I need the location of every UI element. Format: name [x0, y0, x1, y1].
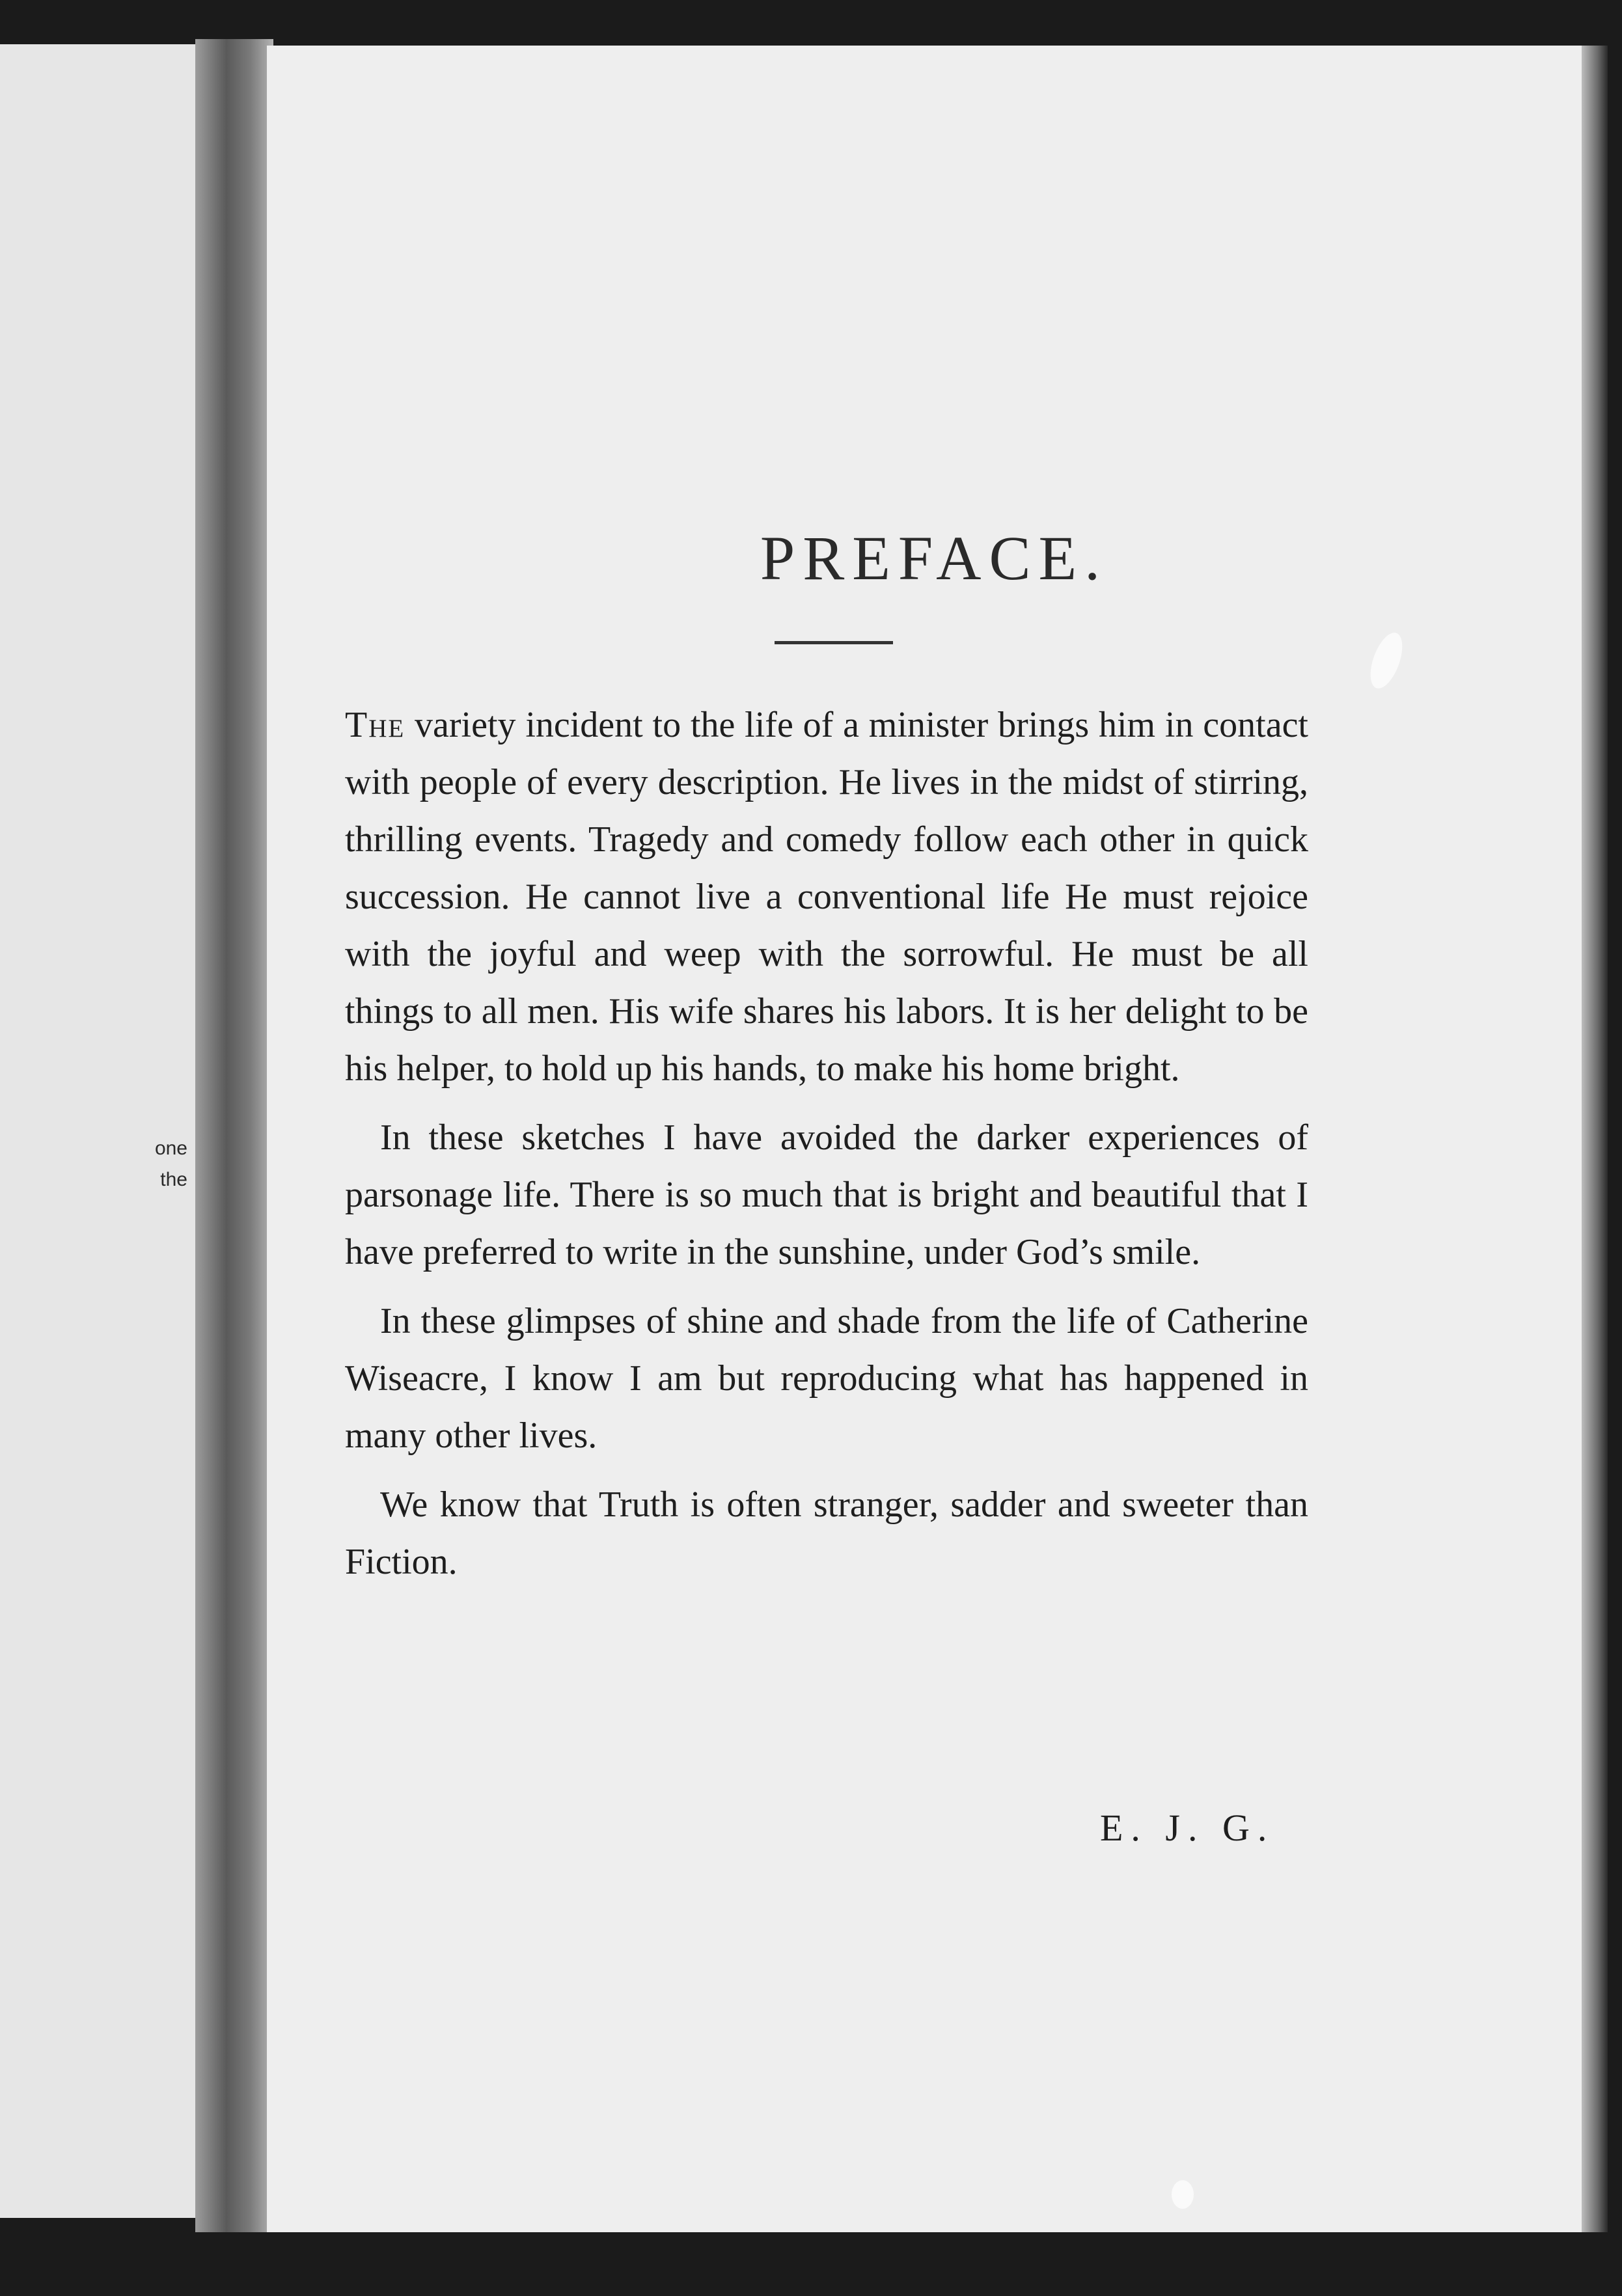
right-page	[267, 46, 1601, 2232]
left-page	[0, 44, 195, 2218]
preface-body	[345, 696, 1308, 1602]
preface-paragraph-2: In these sketches I have avoided the darker experiences of parsonage life. There is so much that is bright and beautiful that I have preferred to write in the sunshine, under God’s smile.	[345, 1117, 1308, 1272]
preface-paragraph-4: We know that Truth is often stranger, sadder and sweeter than Fiction.	[345, 1484, 1308, 1582]
left-page-fragment-one: one	[154, 1138, 187, 1159]
paragraph-lead-word: The	[345, 705, 406, 745]
paper-speck	[1364, 629, 1409, 692]
preface-paragraph-1	[345, 696, 1308, 1097]
paper-speck	[1172, 2180, 1194, 2209]
page-title: PREFACE.	[760, 523, 1108, 593]
author-signature-initials: E. J. G.	[1100, 1807, 1275, 1849]
paragraph-text: variety incident to the life of a minister brings him in contact with people of every description. He lives in the midst of stirring, thrilling events. Tragedy and comedy follow each other in quick succession. He cannot live a conventional life He must rejoice with the joyful and weep with the sorrowful. He must be all things to all men. His wife shares his labors. It is her delight to be his helper, to hold up his hands, to make his home bright.	[345, 705, 1308, 1089]
page-edge	[1582, 46, 1608, 2232]
preface-paragraph-3: In these glimpses of shine and shade from the life of Catherine Wiseacre, I know I am but reproducing what has happened in many other lives.	[345, 1301, 1308, 1456]
book-gutter	[195, 39, 273, 2232]
left-page-fragment-the: the	[160, 1169, 187, 1190]
title-rule-divider	[775, 641, 893, 644]
